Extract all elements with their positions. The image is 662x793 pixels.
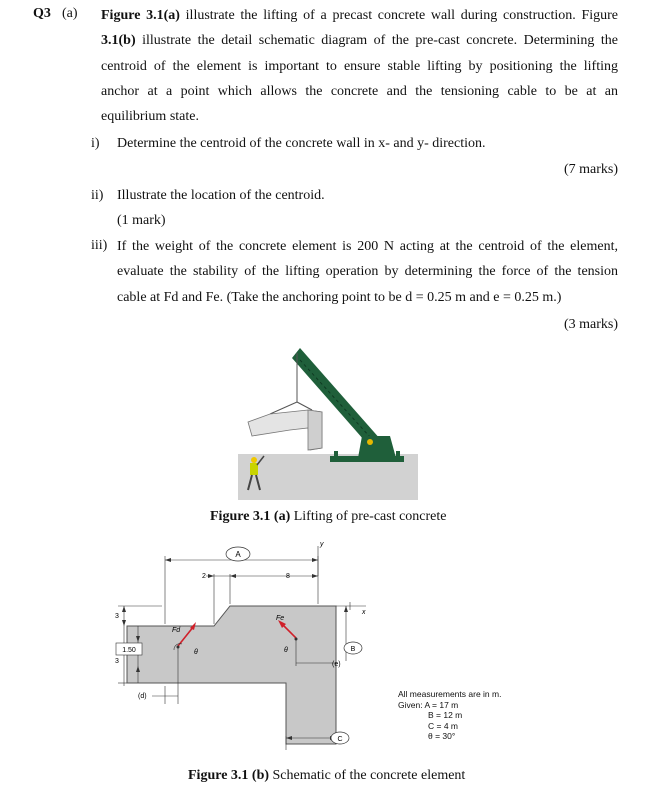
sub-iii-line-2: evaluate the stability of the lifting operation by determining the force of the tension [117, 264, 618, 280]
intro-line-3: centroid of the element is important to ensure stable lifting by positioning the lifting [101, 58, 618, 74]
question-intro [101, 3, 618, 129]
question-number: Q3 [33, 6, 51, 21]
dim-150-label: 1.50 [122, 647, 136, 654]
sub-i-marks: (7 marks) [563, 162, 618, 177]
Fd-label: Fd [172, 627, 181, 634]
theta-left-label: θ [194, 649, 198, 656]
given-block [398, 689, 501, 742]
sub-ii-label: ii) [91, 188, 104, 203]
dim-2-label: 2 [202, 573, 206, 580]
figure-a-illustration [230, 340, 430, 502]
figure-a-caption: Figure 3.1 (a) Lifting of pre-cast concrete [210, 509, 447, 524]
given-line-3: C = 4 m [428, 720, 458, 731]
intro-line-1: Figure 3.1(a) illustrate the lifting of a precast concrete wall during construction. Figure [101, 8, 618, 23]
sub-iii-marks: (3 marks) [563, 317, 618, 332]
sub-iii-line-3: cable at Fd and Fe. (Take the anchoring point to be d = 0.25 m and e = 0.25 m.) [117, 289, 562, 305]
dim-A-label: A [235, 550, 241, 559]
question-part: (a) [62, 6, 78, 21]
sling-right [297, 402, 312, 410]
intro-line-4: anchor at a point which allows the concrete and the tensioning cable to be at an [101, 83, 618, 99]
dim-3a-label: 3 [115, 613, 119, 620]
theta-right-label: θ [284, 647, 288, 654]
sub-ii-text: Illustrate the location of the centroid. [117, 188, 325, 203]
dim-e-label: (e) [332, 661, 341, 668]
intro-line-2: 3.1(b) illustrate the detail schematic diagram of the pre-cast concrete. Determining the [101, 33, 618, 49]
given-line-4: θ = 30° [428, 731, 456, 741]
x-axis-label: x [362, 609, 366, 616]
given-line-2: B = 12 m [428, 710, 463, 720]
intro-line-5: equilibrium state. [101, 109, 199, 125]
sub-iii-line-1: If the weight of the concrete element is 200 N acting at the centroid of the element, [117, 239, 618, 254]
given-line-1: Given: A = 17 m [398, 699, 459, 710]
sub-i-label: i) [91, 136, 100, 151]
figure-b-schematic [110, 536, 400, 756]
dim-3b-label: 3 [115, 658, 119, 665]
concrete-element [127, 606, 336, 744]
Fe-label: Fe [276, 615, 285, 622]
sub-iii-label: iii) [91, 238, 108, 253]
precast-wall [248, 410, 322, 450]
dim-C-label: C [337, 736, 343, 743]
sub-i-text: Determine the centroid of the concrete wall in x- and y- direction. [117, 136, 486, 151]
dim-8-label: 8 [286, 573, 290, 580]
given-title: All measurements are in m. [398, 689, 502, 699]
sub-iii-text [117, 234, 618, 310]
dim-B-label: B [350, 646, 356, 653]
sub-ii-marks: (1 mark) [117, 213, 166, 228]
y-axis-label: y [320, 541, 324, 548]
figure-b-caption: Figure 3.1 (b) Schematic of the concrete element [188, 768, 466, 783]
dim-d-label: (d) [138, 693, 147, 700]
